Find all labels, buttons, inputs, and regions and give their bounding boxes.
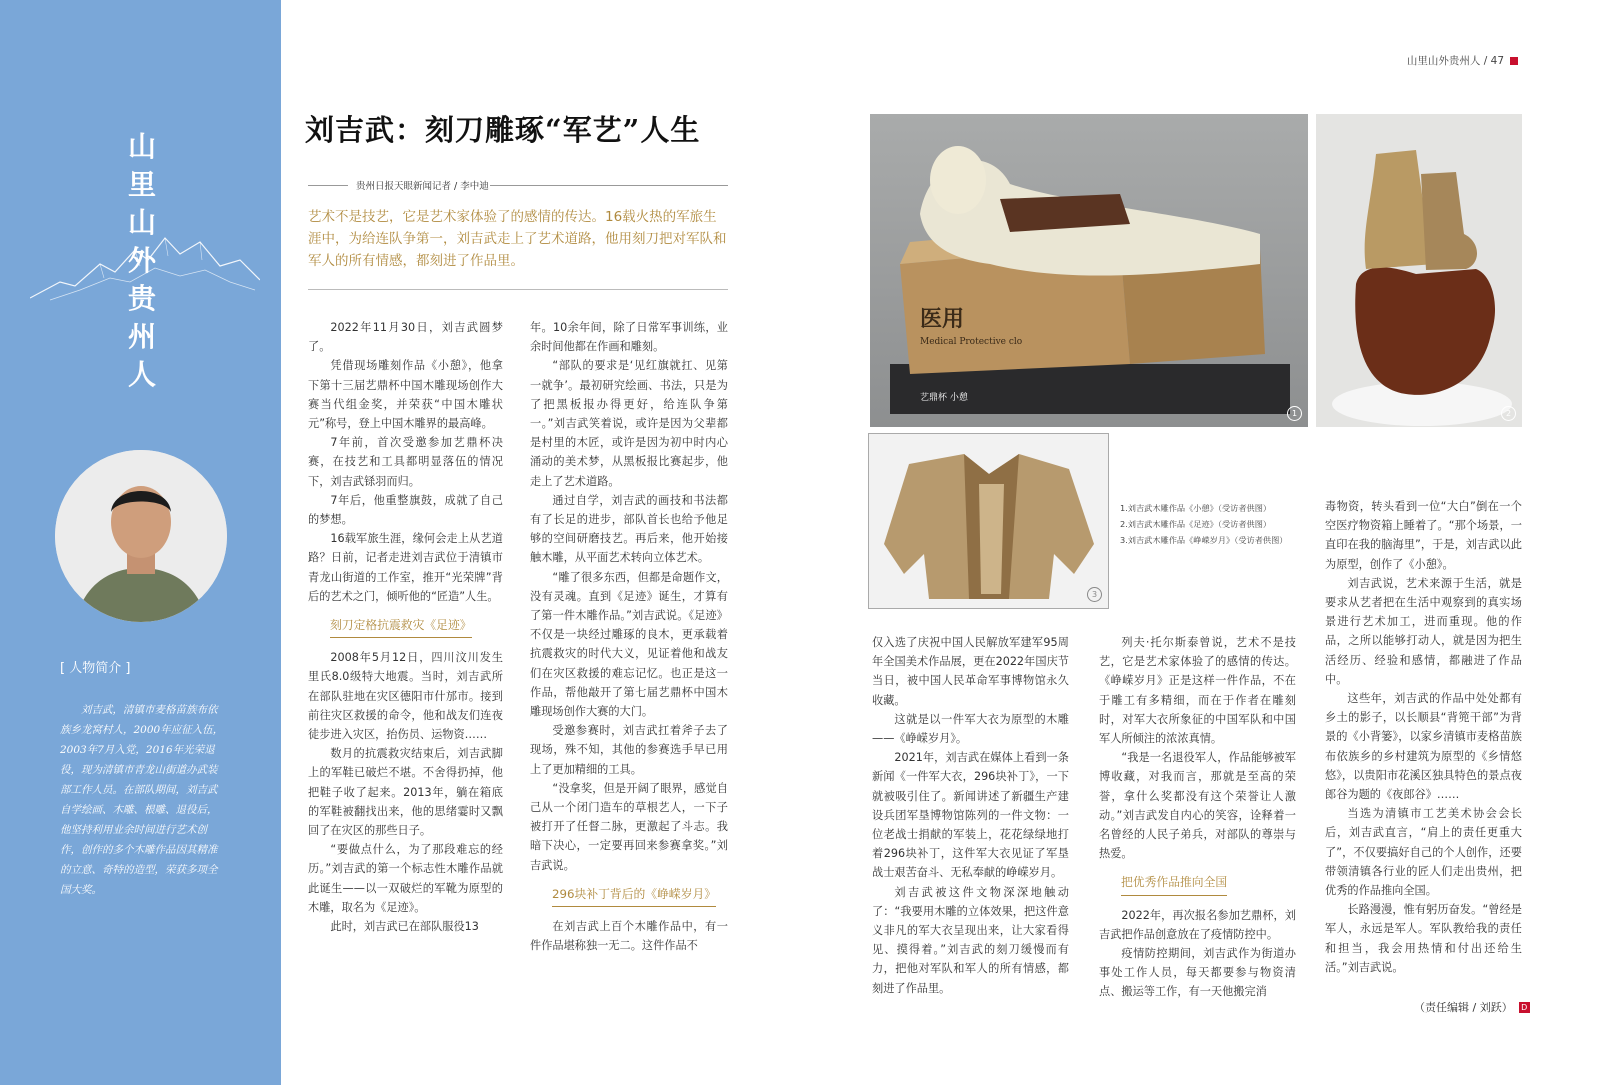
subheading: 296块补丁背后的《峥嵘岁月》 xyxy=(552,885,716,907)
author-portrait xyxy=(55,450,227,622)
subheading: 把优秀作品推向全国 xyxy=(1121,873,1227,895)
subheading: 刻刀定格抗震救灾《足迹》 xyxy=(330,616,472,638)
photo-number: 1 xyxy=(1287,406,1302,421)
photo-xiaoqi xyxy=(870,114,1308,427)
running-head: 山里山外贵州人 / 47 xyxy=(1407,53,1518,68)
byline: 贵州日报天眼新闻记者 / 李中迪 xyxy=(308,178,728,194)
responsible-editor: （责任编辑 / 刘跃） D xyxy=(1414,999,1530,1015)
lead-paragraph: 艺术不是技艺，它是艺术家体验了的感情的传达。16载火热的军旅生涯中，为给连队争第一，刘吉武走上了艺术道路，他用刻刀把对军队和军人的所有情感，都刻进了作品里。 xyxy=(308,209,727,269)
photo-captions: 1.刘吉武木雕作品《小憩》（受访者供图） 2.刘吉武木雕作品《足迹》（受访者供图） 3.刘吉武木雕作品《峥嵘岁月》（受访者供图） xyxy=(1120,503,1288,545)
text-column-5: 毒物资，转头看到一位“大白”倒在一个空医疗物资箱上睡着了。“那个场景，一直印在我的脑海里”，于是，刘吉武以此为原型，创作了《小憩》。 刘吉武说，艺术来源于生活，就是要求从艺者把在生活中观察到的真实场景进行艺术加工，进而重现。他的作品，之所以能够打动人，就是因为把生活经历、经验和感情，都融进了作品中。 这些年，刘吉武的作品中处处都有乡土的影子，以长顺县“背篼干部”为背景的《小背篓》，以家乡清镇市麦格苗族布依族乡的乡村建筑为原型的《乡情悠悠》，以贵阳市花溪区独具特色的景点夜郎谷为题的《夜郎谷》…… 当选为清镇市工艺美术协会会长后，刘吉武直言，“肩上的责任更重大了”，不仅要搞好自己的个人创作，还要带领清镇各行业的匠人们走出贵州，把优秀的作品推向全国。 长路漫漫，惟有躬历奋发。“曾经是军人，永远是军人。军队教给我的责任和担当，我会用热情和付出还给生活。”刘吉武说。 xyxy=(1325,500,1522,974)
photo-zhengrongsuiyue xyxy=(868,433,1109,609)
photo-zuji xyxy=(1316,114,1522,427)
sidebar xyxy=(0,0,281,1085)
article-title: 刘吉武：刻刀雕琢“军艺”人生 xyxy=(305,113,701,147)
text-column-4: 列夫·托尔斯泰曾说，艺术不是技艺，它是艺术家体验了的感情的传达。《峥嵘岁月》正是这样一件作品，不在于雕工有多精细，而在于作者在雕刻时，对军大衣所象征的中国军队和中国军人所倾注的浓浓真情。 “我是一名退役军人，作品能够被军博收藏，对我而言，那就是至高的荣誉，拿什么奖都没有这个荣誉让人激动。”刘吉武发自内心的笑容，诠释着一名曾经的人民子弟兵，对部队的尊崇与热爱。 把优秀作品推向全国 2022年，再次报名参加艺鼎杯，刘吉武把作品创意放在了疫情防控中。 疫情防控期间，刘吉武作为街道办事处工作人员，每天都要参与物资清点、搬运等工作，有一天他搬完消 xyxy=(1099,636,1296,999)
text-column-1: 2022年11月30日，刘吉武圆梦了。 凭借现场雕刻作品《小憩》，他拿下第十三届艺鼎杯中国木雕现场创作大赛当代组金奖，并荣获“中国木雕状元”称号，登上中国木雕界的最高峰。 7年前，首次受邀参加艺鼎杯决赛，在技艺和工具都明显落伍的情况下，刘吉武铩羽而归。 7年后，他重整旗鼓，成就了自己的梦想。 16载军旅生涯，缘何会走上从艺道路？日前，记者走进刘吉武位于清镇市青龙山街道的工作室，推开“光荣牌”背后的艺术之门，倾听他的“匠造”人生。 刻刀定格抗震救灾《足迹》 2008年5月12日，四川汶川发生里氏8.0级特大地震。当时，刘吉武所在部队驻地在灾区德阳市什邡市。接到前往灾区救援的命令，他和战友们连夜徒步进入灾区，抬伤员、运物资…… 数月的抗震救灾结束后，刘吉武脚上的军鞋已破烂不堪。不舍得扔掉，他把鞋子收了起来。2013年，躺在箱底的军鞋被翻找出来，他的思绪霎时又飘回了在灾区的那些日子。 “要做点什么，为了那段难忘的经历。”刘吉武的第一个标志性木雕作品就此诞生——以一双破烂的军靴为原型的木雕，取名为《足迹》。 此时，刘吉武已在部队服役13 xyxy=(308,321,503,934)
end-mark: D xyxy=(1519,1002,1530,1013)
photo-number: 2 xyxy=(1501,406,1516,421)
column-title-vertical: 山 里 山 外 贵 州 人 xyxy=(127,130,156,391)
text-column-3: 仅入选了庆祝中国人民解放军建军95周年全国美术作品展，更在2022年国庆节当日，被中国人民革命军事博物馆永久收藏。 这就是以一件军大衣为原型的木雕——《峥嵘岁月》。 2021年，刘吉武在媒体上看到一条新闻《一件军大衣，296块补丁》，一下就被吸引住了。新闻讲述了新疆生产建设兵团军垦博物馆陈列的一件文物：一位老战士捐献的军装上，花花绿绿地打着296块补丁，这件军大衣见证了军垦战士艰苦奋斗、无私奉献的峥嵘岁月。 刘吉武被这件文物深深地触动了：“我要用木雕的立体效果，把这件意义非凡的军大衣呈现出来，让大家看得见、摸得着。”刘吉武的刻刀缓慢而有力，把他对军队和军人的所有情感，都刻进了作品里。 xyxy=(872,636,1069,995)
mountain-illustration xyxy=(30,220,260,310)
text-column-2: 年。10余年间，除了日常军事训练，业余时间他都在作画和雕刻。 “部队的要求是‘见红旗就扛、见第一就争’。最初研究绘画、书法，只是为了把黑板报办得更好，给连队争第一。”刘吉武笑着说，或许是因为父辈都是村里的木匠，或许是因为初中时内心涌动的美术梦，从黑板报比赛起步，他走上了艺术道路。 通过自学，刘吉武的画技和书法都有了长足的进步，部队首长也给予他足够的空间研磨技艺。再后来，他开始接触木雕，从平面艺术转向立体艺术。 “雕了很多东西，但都是命题作文，没有灵魂。直到《足迹》诞生，才算有了第一件木雕作品。”刘吉武说。《足迹》不仅是一块经过雕琢的良木，更承载着抗震救灾的时代大义，见证着他和战友们在灾区救援的难忘记忆。也正是这一作品，帮他敲开了第七届艺鼎杯中国木雕现场创作大赛的大门。 受邀参赛时，刘吉武扛着斧子去了现场，殊不知，其他的参赛选手早已用上了更加精细的工具。 “没拿奖，但是开阔了眼界，感觉自己从一个闭门造车的草根艺人，一下子被打开了任督二脉，更激起了斗志。我暗下决心，一定要再回来参赛拿奖。”刘吉武说。 296块补丁背后的《峥嵘岁月》 在刘吉武上百个木雕作品中，有一件作品堪称独一无二。这件作品不 xyxy=(530,321,728,953)
box-text: 医用 xyxy=(920,307,965,332)
svg-text:Medical Protective clo: Medical Protective clo xyxy=(920,337,1023,347)
photo-number: 3 xyxy=(1087,587,1102,602)
red-square-marker xyxy=(1510,57,1518,65)
profile-text: 刘吉武，清镇市麦格苗族布依族乡龙窝村人，2000年应征入伍，2003年7月入党，2016年光荣退役，现为清镇市青龙山街道办武装部工作人员。在部队期间，刘吉武自学绘画、木雕、根雕、退役后，他坚持利用业余时间进行艺术创作，创作的多个木雕作品因其精准的立意、奇特的造型，荣获多项全国大奖。 xyxy=(60,704,224,896)
divider xyxy=(308,289,728,290)
profile-label: [ 人物简介 ] xyxy=(60,661,131,676)
svg-text:艺鼎杯 小憩: 艺鼎杯 小憩 xyxy=(920,393,968,403)
